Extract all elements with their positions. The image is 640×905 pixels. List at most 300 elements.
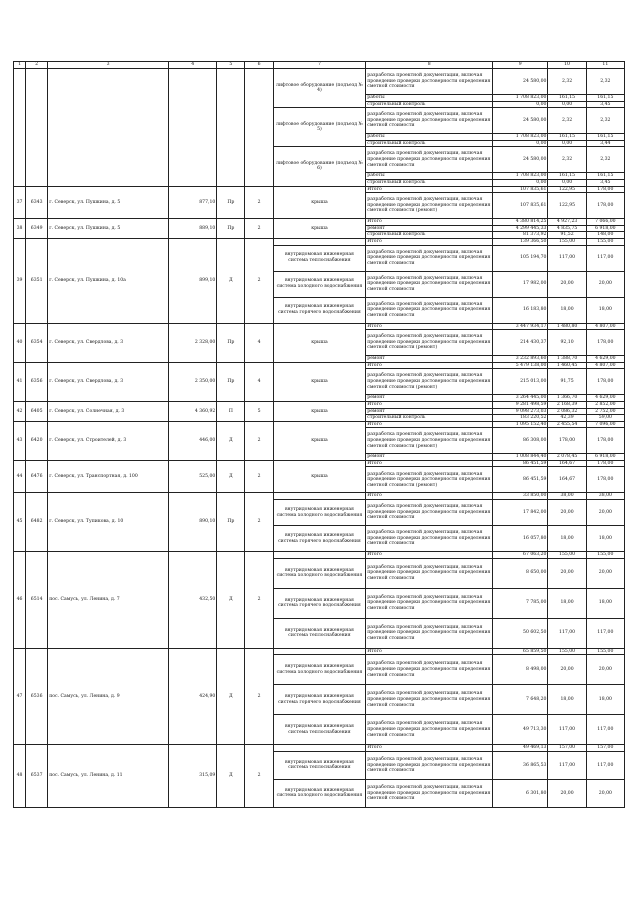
- work-desc: строительный контроль: [366, 415, 493, 422]
- floors: 2: [245, 648, 273, 745]
- work-desc: разработка проектной документации, включая проведение проверки достоверности определения сметной стоимости: [366, 297, 493, 323]
- work-type: внутридомовая инженерная система теплоснабжения: [273, 245, 366, 271]
- cost: 6 301,80: [493, 779, 548, 807]
- max-cost: 4 629,00: [586, 395, 624, 402]
- address: г. Северск, ул. Пушкина, д. 5: [48, 186, 169, 219]
- unit-cost: 38,00: [548, 493, 586, 500]
- work-type: внутридомовая инженерная система горячего водоснабжения: [273, 297, 366, 323]
- work-desc: разработка проектной документации, включая проведение проверки достоверности определения сметной стоимости (ремонт): [366, 193, 493, 219]
- unit-cost: 20,00: [548, 500, 586, 526]
- table-row: [14, 69, 625, 95]
- max-cost: 3,45: [586, 101, 624, 108]
- unit-cost: 2,32: [548, 69, 586, 95]
- cost: 1 008 844,40: [493, 454, 548, 461]
- work-type: [273, 493, 366, 500]
- address: г. Северск, ул. Солнечная, д. 3: [48, 401, 169, 421]
- work-desc: строительный контроль: [366, 179, 493, 186]
- max-cost: 117,00: [586, 715, 624, 745]
- house-code: 6343: [26, 186, 48, 219]
- cost: 7 785,00: [493, 588, 548, 618]
- unit-cost: 92,10: [548, 330, 586, 356]
- work-type: [273, 648, 366, 655]
- max-cost: 178,00: [586, 330, 624, 356]
- cost: 1 095 152,40: [493, 421, 548, 428]
- table-row: [14, 401, 625, 408]
- work-desc: разработка проектной документации, включая проведение проверки достоверности определения сметной стоимости: [366, 655, 493, 685]
- work-type: лифтовое оборудование (подъезд № 5): [273, 108, 366, 147]
- work-desc: Итого: [366, 238, 493, 245]
- max-cost: 6 918,00: [586, 225, 624, 232]
- unit-cost: 117,00: [548, 751, 586, 779]
- max-cost: 155,00: [586, 648, 624, 655]
- max-cost: 148,00: [586, 232, 624, 239]
- cost: 8 498,00: [493, 655, 548, 685]
- house-code: 6537: [26, 745, 48, 808]
- header-cell: 11: [586, 62, 624, 69]
- cost: 4 299 445,33: [493, 225, 548, 232]
- work-type: внутридомовая инженерная система теплоснабжения: [273, 618, 366, 648]
- work-type: внутридомовая инженерная система холодного водоснабжения: [273, 655, 366, 685]
- work-type: крыша: [273, 362, 366, 401]
- table-row: [14, 493, 625, 500]
- table-row: [14, 186, 625, 193]
- cell: [169, 69, 217, 187]
- work-type: внутридомовая инженерная система холодного водоснабжения: [273, 779, 366, 807]
- row-number: 44: [14, 460, 26, 493]
- floors: 2: [245, 219, 273, 239]
- wall-material: Д: [217, 238, 245, 323]
- max-cost: 155,00: [586, 238, 624, 245]
- work-desc: работы: [366, 173, 493, 180]
- area: 890,10: [169, 493, 217, 552]
- row-number: 39: [14, 238, 26, 323]
- address: пос. Самусь, ул. Ленина, д. 7: [48, 552, 169, 649]
- work-type: внутридомовая инженерная система теплоснабжения: [273, 715, 366, 745]
- work-desc: разработка проектной документации, включая проведение проверки достоверности определения сметной стоимости: [366, 245, 493, 271]
- unit-cost: 117,00: [548, 618, 586, 648]
- unit-cost: 161,15: [548, 134, 586, 141]
- header-cell: 2: [26, 62, 48, 69]
- max-cost: 18,00: [586, 685, 624, 715]
- row-number: 46: [14, 552, 26, 649]
- cost: 3 232 893,60: [493, 356, 548, 363]
- work-desc: ремонт: [366, 408, 493, 415]
- area: 525,00: [169, 460, 217, 493]
- cost: 24 580,00: [493, 147, 548, 173]
- work-desc: Итого: [366, 421, 493, 428]
- work-desc: разработка проектной документации, включая проведение проверки достоверности определения сметной стоимости: [366, 147, 493, 173]
- unit-cost: 117,00: [548, 245, 586, 271]
- max-cost: 117,00: [586, 618, 624, 648]
- work-desc: разработка проектной документации, включая проведение проверки достоверности определения сметной стоимости: [366, 271, 493, 297]
- cost: 36 865,53: [493, 751, 548, 779]
- area: 2 328,00: [169, 323, 217, 362]
- cost: 0,00: [493, 140, 548, 147]
- unit-cost: 117,00: [548, 715, 586, 745]
- unit-cost: 1 460,45: [548, 362, 586, 369]
- cost: 0,00: [493, 101, 548, 108]
- cost: 8 650,00: [493, 558, 548, 588]
- house-code: 6405: [26, 401, 48, 421]
- unit-cost: 1 388,70: [548, 356, 586, 363]
- address: г. Северск, ул. Транспортная, д. 100: [48, 460, 169, 493]
- cost: 9 098 273,03: [493, 408, 548, 415]
- header-cell: 4: [169, 62, 217, 69]
- max-cost: 7 066,00: [586, 219, 624, 226]
- unit-cost: 122,95: [548, 193, 586, 219]
- max-cost: 4 807,00: [586, 323, 624, 330]
- max-cost: 20,00: [586, 655, 624, 685]
- cost: 65 859,50: [493, 648, 548, 655]
- table-row: [14, 421, 625, 428]
- cost: 107 835,61: [493, 193, 548, 219]
- row-number: 48: [14, 745, 26, 808]
- unit-cost: 164,67: [548, 467, 586, 493]
- max-cost: 3,44: [586, 140, 624, 147]
- header-cell: 1: [14, 62, 26, 69]
- header-cell: 3: [48, 62, 169, 69]
- cost: 107 835,61: [493, 186, 548, 193]
- max-cost: 178,00: [586, 467, 624, 493]
- house-code: 6476: [26, 460, 48, 493]
- unit-cost: 20,00: [548, 558, 586, 588]
- unit-cost: 155,00: [548, 648, 586, 655]
- area: 446,00: [169, 421, 217, 460]
- unit-cost: 2,32: [548, 108, 586, 134]
- row-number: 47: [14, 648, 26, 745]
- cost: 33 850,00: [493, 493, 548, 500]
- max-cost: 18,00: [586, 588, 624, 618]
- unit-cost: 18,00: [548, 297, 586, 323]
- work-desc: разработка проектной документации, включая проведение проверки достоверности определения сметной стоимости: [366, 526, 493, 552]
- floors: 2: [245, 421, 273, 460]
- row-number: 45: [14, 493, 26, 552]
- work-type: внутридомовая инженерная система холодного водоснабжения: [273, 271, 366, 297]
- work-desc: разработка проектной документации, включая проведение проверки достоверности определения сметной стоимости: [366, 588, 493, 618]
- cost: 3 447 934,17: [493, 323, 548, 330]
- max-cost: 117,00: [586, 245, 624, 271]
- unit-cost: 2,32: [548, 147, 586, 173]
- max-cost: 2,32: [586, 69, 624, 95]
- house-code: 6420: [26, 421, 48, 460]
- row-number: 37: [14, 186, 26, 219]
- max-cost: 3,45: [586, 179, 624, 186]
- unit-cost: 155,00: [548, 552, 586, 559]
- unit-cost: 18,00: [548, 685, 586, 715]
- header-cell: 6: [245, 62, 273, 69]
- cost: 3 264 445,00: [493, 395, 548, 402]
- capital-repair-table: [13, 61, 625, 808]
- unit-cost: 18,00: [548, 588, 586, 618]
- work-desc: разработка проектной документации, включая проведение проверки достоверности определения сметной стоимости (ремонт): [366, 467, 493, 493]
- area: 877,10: [169, 186, 217, 219]
- work-desc: разработка проектной документации, включая проведение проверки достоверности определения сметной стоимости: [366, 751, 493, 779]
- address: г. Северск, ул. Свердлова, д. 3: [48, 362, 169, 401]
- max-cost: 178,00: [586, 428, 624, 454]
- unit-cost: 2 455,54: [548, 421, 586, 428]
- header-cell: 5: [217, 62, 245, 69]
- work-type: лифтовое оборудование (подъезд № 4): [273, 69, 366, 108]
- work-desc: ремонт: [366, 395, 493, 402]
- cost: 1 708 823,00: [493, 95, 548, 102]
- table-row: [14, 362, 625, 369]
- max-cost: 161,15: [586, 134, 624, 141]
- cost: 24 580,00: [493, 108, 548, 134]
- address: г. Северск, ул. Свердлова, д. 3: [48, 323, 169, 362]
- work-type: крыша: [273, 401, 366, 421]
- floors: 5: [245, 401, 273, 421]
- house-code: 6354: [26, 323, 48, 362]
- address: г. Северск, ул. Пушкина, д. 10а: [48, 238, 169, 323]
- cost: 17 982,00: [493, 271, 548, 297]
- cost: 1 708 823,00: [493, 134, 548, 141]
- wall-material: Д: [217, 421, 245, 460]
- row-number: 43: [14, 421, 26, 460]
- unit-cost: 161,15: [548, 95, 586, 102]
- floors: 2: [245, 745, 273, 808]
- table-row: [14, 745, 625, 752]
- cost: 1 708 823,00: [493, 173, 548, 180]
- address: пос. Самусь, ул. Ленина, д. 11: [48, 745, 169, 808]
- unit-cost: 18,00: [548, 526, 586, 552]
- wall-material: Д: [217, 648, 245, 745]
- work-type: [273, 745, 366, 752]
- max-cost: 20,00: [586, 558, 624, 588]
- area: 315,09: [169, 745, 217, 808]
- unit-cost: 155,00: [548, 238, 586, 245]
- cost: 4 380 814,25: [493, 219, 548, 226]
- cost: 67 063,20: [493, 552, 548, 559]
- area: 4 360,92: [169, 401, 217, 421]
- floors: 2: [245, 460, 273, 493]
- work-desc: разработка проектной документации, включая проведение проверки достоверности определения сметной стоимости: [366, 779, 493, 807]
- area: 899,10: [169, 238, 217, 323]
- row-number: 42: [14, 401, 26, 421]
- work-desc: разработка проектной документации, включая проведение проверки достоверности определения сметной стоимости: [366, 685, 493, 715]
- cost: 9 281 498,59: [493, 401, 548, 408]
- max-cost: 155,00: [586, 552, 624, 559]
- wall-material: Пр: [217, 323, 245, 362]
- cost: 49 469,13: [493, 745, 548, 752]
- house-code: 6482: [26, 493, 48, 552]
- max-cost: 59,00: [586, 415, 624, 422]
- cost: 49 713,30: [493, 715, 548, 745]
- wall-material: Пр: [217, 493, 245, 552]
- work-desc: ремонт: [366, 356, 493, 363]
- max-cost: 161,15: [586, 173, 624, 180]
- work-desc: разработка проектной документации, включая проведение проверки достоверности определения сметной стоимости: [366, 715, 493, 745]
- work-desc: разработка проектной документации, включая проведение проверки достоверности определения сметной стоимости (ремонт): [366, 330, 493, 356]
- work-desc: разработка проектной документации, включая проведение проверки достоверности определения сметной стоимости: [366, 558, 493, 588]
- wall-material: Пр: [217, 186, 245, 219]
- cell: [217, 69, 245, 187]
- cost: 16 183,80: [493, 297, 548, 323]
- work-desc: Итого: [366, 552, 493, 559]
- cell: [48, 69, 169, 187]
- area: 424,90: [169, 648, 217, 745]
- work-type: крыша: [273, 219, 366, 239]
- unit-cost: 4 835,75: [548, 225, 586, 232]
- unit-cost: 91,75: [548, 369, 586, 395]
- work-desc: Итого: [366, 323, 493, 330]
- wall-material: Д: [217, 460, 245, 493]
- floors: 2: [245, 238, 273, 323]
- cost: 5 479 138,00: [493, 362, 548, 369]
- row-number: 41: [14, 362, 26, 401]
- work-desc: работы: [366, 134, 493, 141]
- table-row: [14, 323, 625, 330]
- unit-cost: 0,00: [548, 179, 586, 186]
- work-desc: Итого: [366, 362, 493, 369]
- max-cost: 117,00: [586, 751, 624, 779]
- unit-cost: 161,15: [548, 173, 586, 180]
- max-cost: 4 629,00: [586, 356, 624, 363]
- house-code: 6536: [26, 648, 48, 745]
- wall-material: Д: [217, 745, 245, 808]
- cell: [14, 69, 26, 187]
- address: г. Северск, ул. Пушкина, д. 5: [48, 219, 169, 239]
- unit-cost: 20,00: [548, 779, 586, 807]
- unit-cost: 20,00: [548, 655, 586, 685]
- wall-material: Д: [217, 552, 245, 649]
- unit-cost: 42,39: [548, 415, 586, 422]
- cost: 86 451,59: [493, 460, 548, 467]
- cost: 86 308,00: [493, 428, 548, 454]
- table-row: [14, 552, 625, 559]
- address: пос. Самусь, ул. Ленина, д. 9: [48, 648, 169, 745]
- work-desc: Итого: [366, 745, 493, 752]
- work-desc: разработка проектной документации, включая проведение проверки достоверности определения сметной стоимости (ремонт): [366, 428, 493, 454]
- work-desc: разработка проектной документации, включая проведение проверки достоверности определения сметной стоимости: [366, 500, 493, 526]
- max-cost: 7 096,00: [586, 421, 624, 428]
- work-type: внутридомовая инженерная система горячего водоснабжения: [273, 588, 366, 618]
- max-cost: 18,00: [586, 526, 624, 552]
- max-cost: 6 918,00: [586, 454, 624, 461]
- row-number: 38: [14, 219, 26, 239]
- floors: 4: [245, 323, 273, 362]
- table-row: [14, 238, 625, 245]
- max-cost: 2 852,00: [586, 401, 624, 408]
- cost: 50 602,50: [493, 618, 548, 648]
- work-type: крыша: [273, 186, 366, 219]
- cost: 81 373,92: [493, 232, 548, 239]
- unit-cost: 2 168,39: [548, 401, 586, 408]
- header-cell: 10: [548, 62, 586, 69]
- wall-material: Пр: [217, 219, 245, 239]
- work-desc: Итого: [366, 648, 493, 655]
- floors: 2: [245, 552, 273, 649]
- header-row: [14, 62, 625, 69]
- work-desc: Итого: [366, 493, 493, 500]
- cost: 139 366,50: [493, 238, 548, 245]
- cost: 183 220,52: [493, 415, 548, 422]
- work-type: внутридомовая инженерная система холодного водоснабжения: [273, 558, 366, 588]
- cost: 105 194,70: [493, 245, 548, 271]
- unit-cost: 4 927,23: [548, 219, 586, 226]
- unit-cost: 157,00: [548, 745, 586, 752]
- area: 2 350,00: [169, 362, 217, 401]
- max-cost: 178,00: [586, 460, 624, 467]
- cost: 0,00: [493, 179, 548, 186]
- table-row: [14, 219, 625, 226]
- work-type: внутридомовая инженерная система горячего водоснабжения: [273, 526, 366, 552]
- unit-cost: 20,00: [548, 271, 586, 297]
- work-type: внутридомовая инженерная система горячего водоснабжения: [273, 685, 366, 715]
- address: г. Северск, ул. Тупикова, д. 10: [48, 493, 169, 552]
- max-cost: 38,00: [586, 493, 624, 500]
- table-row: [14, 460, 625, 467]
- wall-material: Пр: [217, 362, 245, 401]
- work-desc: ремонт: [366, 454, 493, 461]
- max-cost: 178,00: [586, 369, 624, 395]
- cost: 17 842,00: [493, 500, 548, 526]
- header-cell: 7: [273, 62, 366, 69]
- work-type: крыша: [273, 323, 366, 362]
- work-type: внутридомовая инженерная система теплоснабжения: [273, 751, 366, 779]
- cost: 16 057,80: [493, 526, 548, 552]
- work-desc: строительный контроль: [366, 232, 493, 239]
- house-code: 6356: [26, 362, 48, 401]
- work-desc: строительный контроль: [366, 101, 493, 108]
- work-type: крыша: [273, 460, 366, 493]
- wall-material: П: [217, 401, 245, 421]
- max-cost: 178,00: [586, 193, 624, 219]
- unit-cost: 1 366,70: [548, 395, 586, 402]
- max-cost: 2 752,00: [586, 408, 624, 415]
- house-code: 6514: [26, 552, 48, 649]
- floors: 2: [245, 493, 273, 552]
- house-code: 6349: [26, 219, 48, 239]
- area: 889,10: [169, 219, 217, 239]
- unit-cost: 0,00: [548, 140, 586, 147]
- work-desc: Итого: [366, 186, 493, 193]
- max-cost: 2,32: [586, 147, 624, 173]
- max-cost: 20,00: [586, 500, 624, 526]
- work-desc: строительный контроль: [366, 140, 493, 147]
- max-cost: 178,00: [586, 186, 624, 193]
- work-desc: разработка проектной документации, включая проведение проверки достоверности определения сметной стоимости: [366, 108, 493, 134]
- cost: 86 451,59: [493, 467, 548, 493]
- max-cost: 161,15: [586, 95, 624, 102]
- house-code: 6351: [26, 238, 48, 323]
- unit-cost: 0,00: [548, 101, 586, 108]
- work-desc: Итого: [366, 219, 493, 226]
- work-desc: разработка проектной документации, включая проведение проверки достоверности определения сметной стоимости: [366, 69, 493, 95]
- cell: [26, 69, 48, 187]
- max-cost: 157,00: [586, 745, 624, 752]
- floors: 2: [245, 186, 273, 219]
- work-type: [273, 238, 366, 245]
- unit-cost: 178,00: [548, 428, 586, 454]
- cost: 214 430,37: [493, 330, 548, 356]
- work-desc: разработка проектной документации, включая проведение проверки достоверности определения сметной стоимости: [366, 618, 493, 648]
- unit-cost: 1 480,80: [548, 323, 586, 330]
- unit-cost: 2 086,32: [548, 408, 586, 415]
- work-type: крыша: [273, 421, 366, 460]
- floors: 4: [245, 362, 273, 401]
- address: г. Северск, ул. Строителей, д. 3: [48, 421, 169, 460]
- unit-cost: 122,95: [548, 186, 586, 193]
- work-type: лифтовое оборудование (подъезд № 6): [273, 147, 366, 186]
- max-cost: 20,00: [586, 271, 624, 297]
- max-cost: 18,00: [586, 297, 624, 323]
- row-number: 40: [14, 323, 26, 362]
- work-type: внутридомовая инженерная система холодного водоснабжения: [273, 500, 366, 526]
- unit-cost: 2 078,45: [548, 454, 586, 461]
- work-desc: Итого: [366, 401, 493, 408]
- work-desc: разработка проектной документации, включая проведение проверки достоверности определения сметной стоимости (ремонт): [366, 369, 493, 395]
- work-desc: работы: [366, 95, 493, 102]
